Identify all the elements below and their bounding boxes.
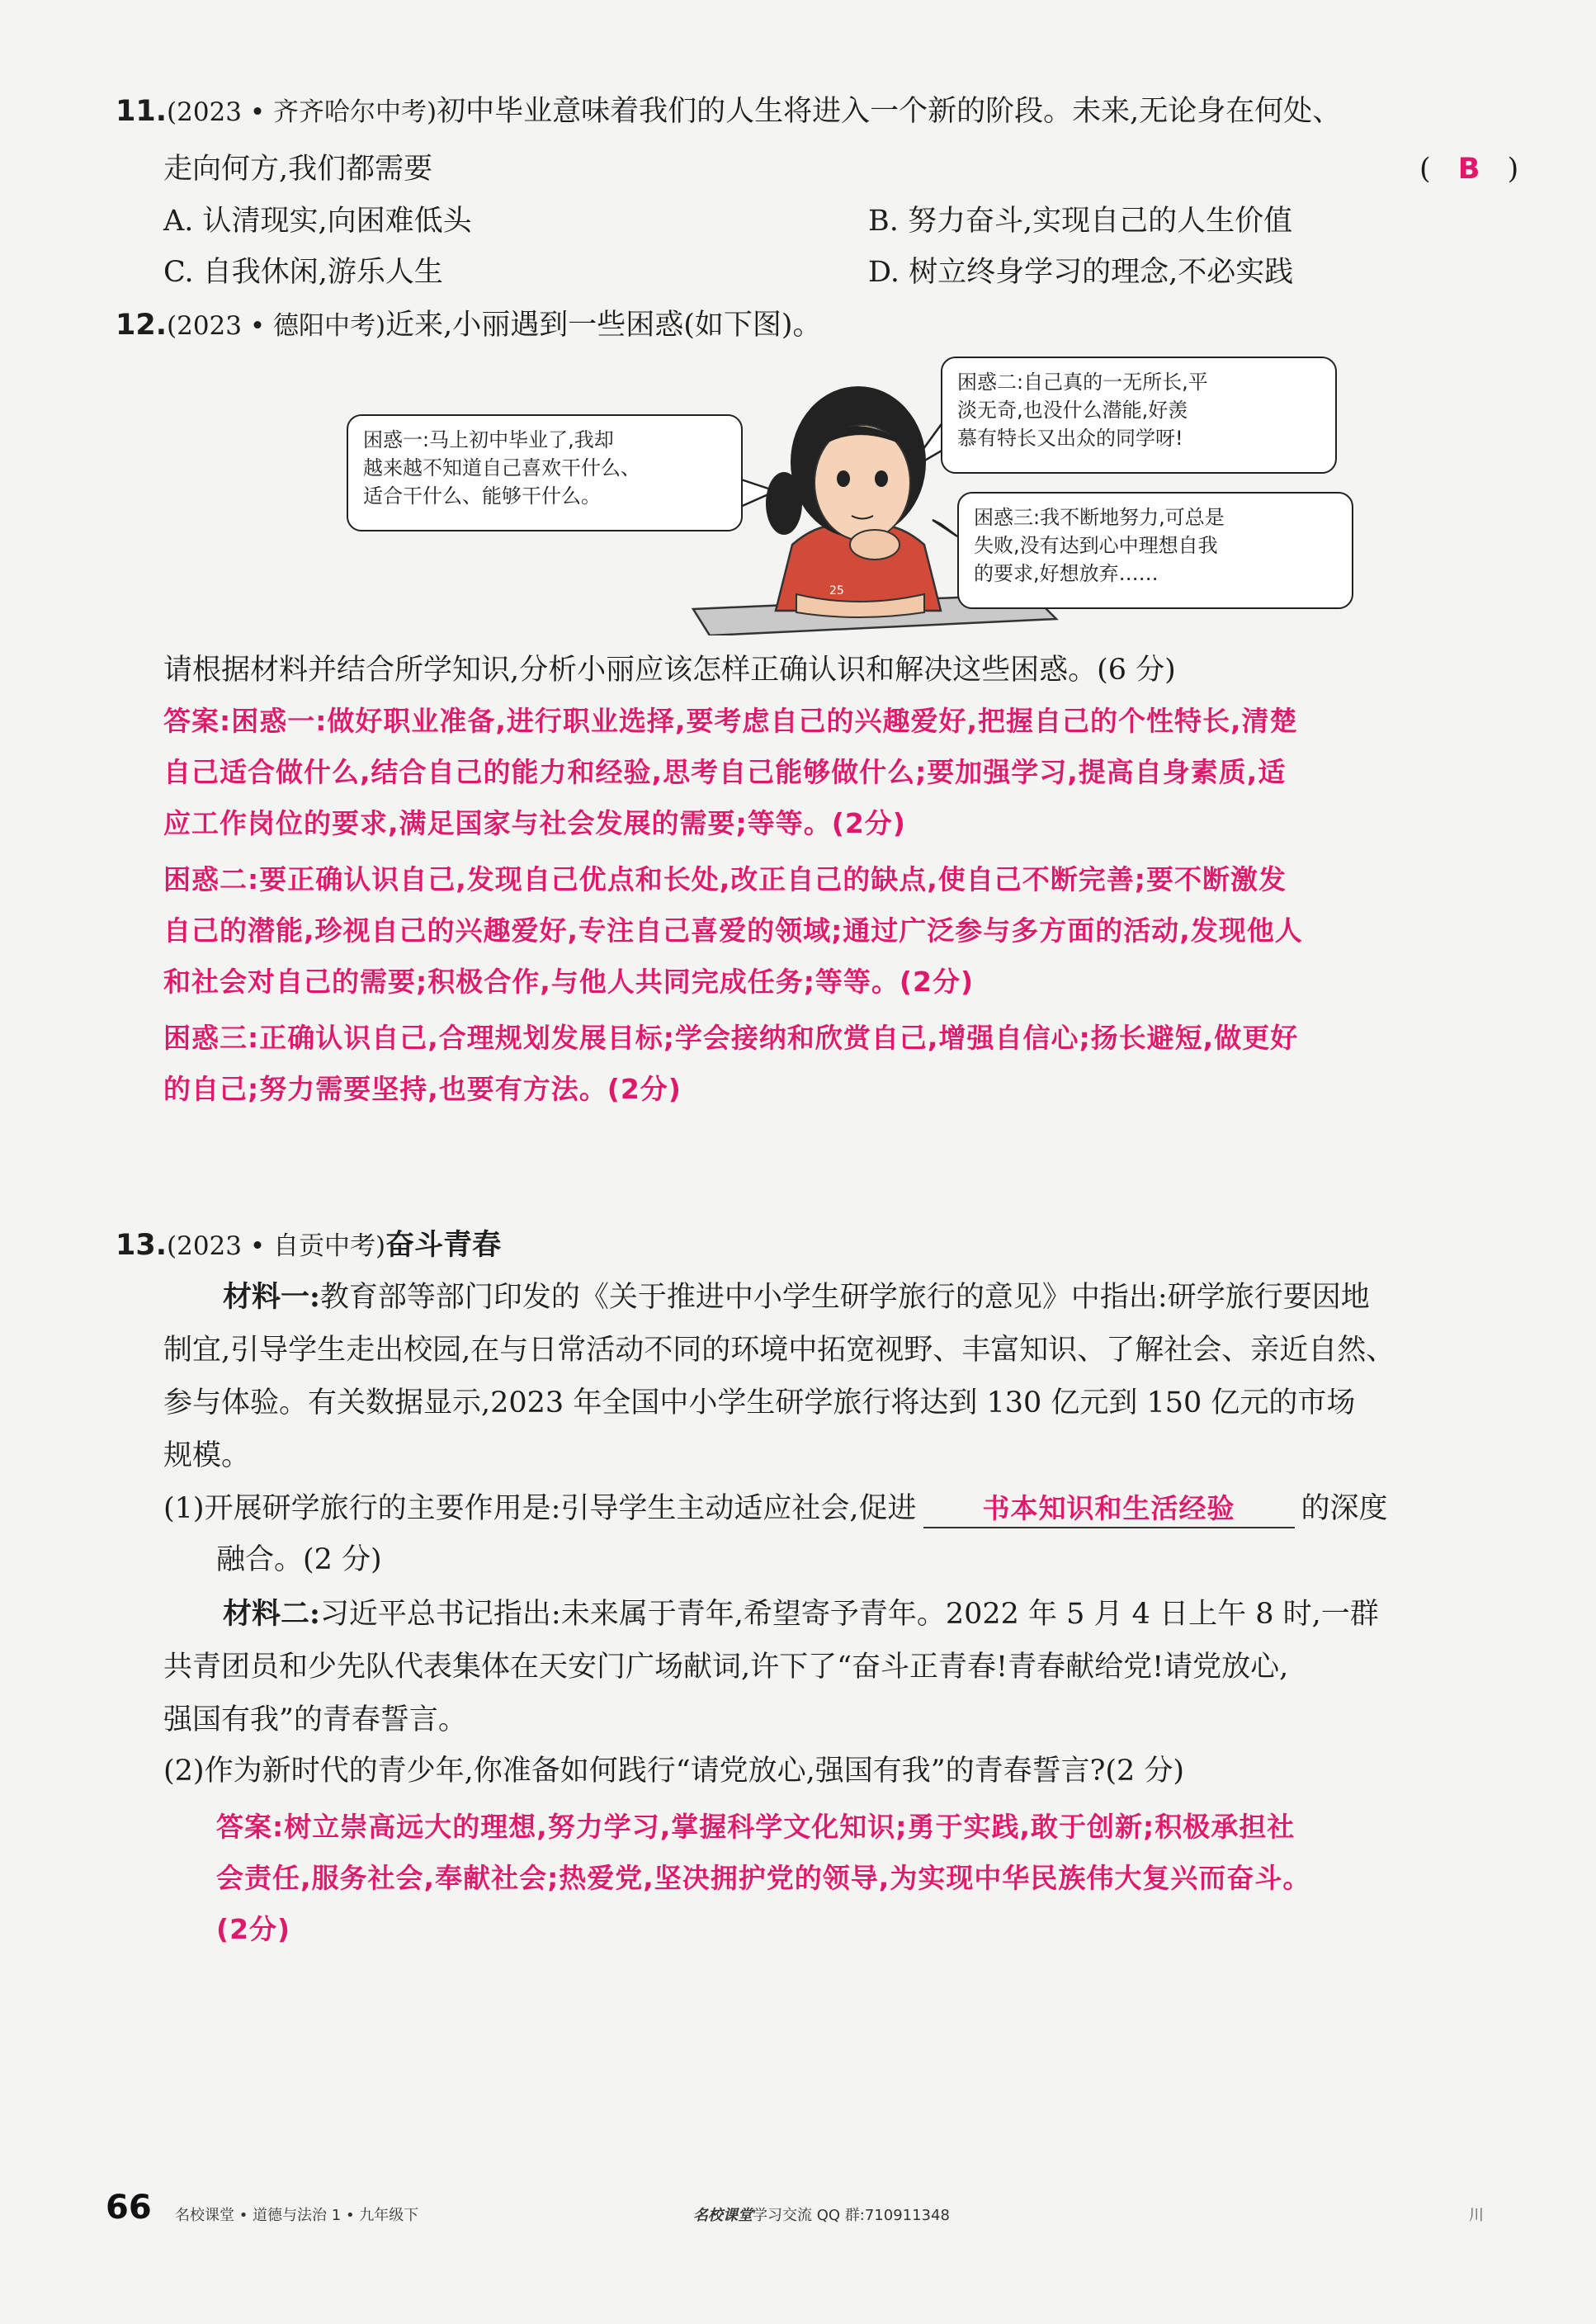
q13-m1-line3: 参与体验。有关数据显示,2023 年全国中小学生研学旅行将达到 130 亿元到 150 亿元的市场 — [163, 1386, 1356, 1419]
q13-m2-line2: 共青团员和少先队代表集体在天安门广场献词,许下了“奋斗正青春!青春献给党!请党放心, — [163, 1651, 1289, 1684]
q13-m2-line3: 强国有我”的青春誓言。 — [163, 1703, 467, 1736]
qq-text: 学习交流 QQ 群:710911348 — [753, 2207, 950, 2224]
bubble-confusion-2 — [941, 357, 1337, 474]
q13-answer-line1: 答案:树立崇高远大的理想,努力学习,掌握科学文化知识;勇于实践,敢于创新;积极承担社 — [216, 1811, 1296, 1843]
q13-m1-line2: 制宜,引导学生走出校园,在与日常活动不同的环境中拓宽视野、丰富知识、了解社会、亲近自然、 — [163, 1334, 1395, 1367]
bubble1-line2: 越来越不知道自己喜欢干什么、 — [363, 456, 640, 479]
q11-stem-line1: 初中毕业意味着我们的人生将进入一个新的阶段。未来,无论身在何处、 — [437, 95, 1342, 128]
right-eye — [875, 470, 888, 487]
q12-answer-line5: 自己的潜能,珍视自己的兴趣爱好,专注自己喜爱的领域;通过广泛参与多方面的活动,发现他人 — [163, 914, 1303, 947]
illustration — [330, 347, 1362, 635]
q13-sub1-line2: 融合。(2 分) — [216, 1543, 382, 1576]
q11-paren-open: ( — [1419, 153, 1431, 186]
q13-m1-text1: 教育部等部门印发的《关于推进中小学生研学旅行的意见》中指出:研学旅行要因地 — [319, 1281, 1370, 1314]
q13-sub1-answer: 书本知识和生活经验 — [982, 1492, 1235, 1524]
q11-stem-line2: 走向何方,我们都需要 — [163, 153, 433, 186]
q12-answer-line1: 答案:困惑一:做好职业准备,进行职业选择,要考虑自己的兴趣爱好,把握自己的个性特长,清楚 — [163, 705, 1298, 737]
q13-title: 奋斗青春 — [385, 1228, 502, 1262]
bubble2-line3: 慕有特长又出众的同学呀! — [957, 427, 1183, 450]
bubble2-line1: 困惑二:自己真的一无所长,平 — [957, 371, 1208, 394]
q13-m2-text1: 习近平总书记指出:未来属于青年,希望寄予青年。2022 年 5 月 4 日上午 8 时,一群 — [319, 1598, 1379, 1631]
q13-m1-label: 材料一: — [223, 1280, 320, 1314]
q11-paren-close: ) — [1507, 153, 1519, 186]
q11-answer-bracket — [1419, 151, 1518, 187]
q13-answer-line3: (2分) — [216, 1913, 291, 1945]
q13-sub1-line1 — [163, 1490, 1388, 1528]
qq-brand: 名校课堂 — [693, 2207, 753, 2224]
bubble-confusion-3 — [957, 492, 1353, 609]
q13-m1-line1 — [223, 1279, 1370, 1316]
bubble3-line3: 的要求,好想放弃…… — [974, 562, 1159, 585]
q13-m1-line4: 规模。 — [163, 1439, 251, 1472]
q12-stem: 近来,小丽遇到一些困惑(如下图)。 — [385, 309, 822, 342]
q13-source: (2023 • 自贡中考) — [167, 1231, 386, 1261]
q11-line1 — [116, 93, 1341, 130]
bubble-confusion-1 — [347, 414, 743, 531]
q11-number: 11. — [116, 95, 168, 128]
q13-answer-line2: 会责任,服务社会,奉献社会;热爱党,坚决拥护党的领导,为实现中华民族伟大复兴而奋斗。 — [216, 1862, 1311, 1894]
book-title: 名校课堂 • 道德与法治 1 • 九年级下 — [175, 2207, 419, 2224]
q11-source: (2023 • 齐齐哈尔中考) — [167, 97, 437, 127]
hand — [850, 530, 900, 560]
bubble3-tail — [933, 520, 957, 536]
q11-option-a: A. 认清现实,向困难低头 — [163, 205, 472, 238]
q11-option-b: B. 努力奋斗,实现自己的人生价值 — [868, 205, 1293, 238]
q12-answer-line7: 困惑三:正确认识自己,合理规划发展目标;学会接纳和欣赏自己,增强自信心;扬长避短,做更好 — [163, 1022, 1299, 1054]
face — [815, 425, 910, 541]
q12-answer-line8: 的自己;努力需要坚持,也要有方法。(2分) — [163, 1073, 682, 1105]
shirt-text: 25 — [829, 584, 844, 598]
ponytail-left — [766, 472, 802, 535]
left-eye — [837, 470, 850, 487]
q11-option-d: D. 树立终身学习的理念,不必实践 — [868, 256, 1294, 289]
page-number: 66 — [106, 2189, 152, 2227]
q13-number: 13. — [116, 1229, 168, 1262]
q13-sub1-blank — [923, 1490, 1295, 1528]
q12-question: 请根据材料并结合所学知识,分析小丽应该怎样正确认识和解决这些困惑。(6 分) — [163, 654, 1176, 687]
q13-m2-line1 — [223, 1596, 1379, 1632]
q12-answer-line4: 困惑二:要正确认识自己,发现自己优点和长处,改正自己的缺点,使自己不断完善;要不断激发 — [163, 863, 1287, 895]
q13-sub1-post: 的深度 — [1301, 1492, 1388, 1525]
q13-sub1-pre: (1)开展研学旅行的主要作用是:引导学生主动适应社会,促进 — [163, 1492, 917, 1525]
q12-answer-line2: 自己适合做什么,结合自己的能力和经验,思考自己能够做什么;要加强学习,提高自身素质,适 — [163, 756, 1287, 788]
bubble1-line1: 困惑一:马上初中毕业了,我却 — [363, 428, 614, 451]
q13-sub2: (2)作为新时代的青少年,你准备如何践行“请党放心,强国有我”的青春誓言?(2 分) — [163, 1755, 1185, 1788]
qq-group — [693, 2204, 950, 2225]
q12-number: 12. — [116, 309, 168, 342]
q13-m2-label: 材料二: — [223, 1597, 320, 1631]
q13-line1 — [116, 1227, 501, 1264]
q12-answer-line3: 应工作岗位的要求,满足国家与社会发展的需要;等等。(2分) — [163, 807, 906, 839]
corner-mark: 川 — [1469, 2207, 1484, 2224]
bubble3-line1: 困惑三:我不断地努力,可总是 — [974, 506, 1225, 529]
q11-option-c: C. 自我休闲,游乐人生 — [163, 256, 443, 289]
q12-answer-line6: 和社会对自己的需要;积极合作,与他人共同完成任务;等等。(2分) — [163, 966, 975, 998]
q12-line1 — [116, 307, 822, 344]
bubble1-line3: 适合干什么、能够干什么。 — [363, 484, 601, 508]
bubble2-line2: 淡无奇,也没什么潜能,好羡 — [957, 399, 1188, 422]
bubble3-line2: 失败,没有达到心中理想自我 — [974, 534, 1218, 557]
q12-source: (2023 • 德阳中考) — [167, 311, 386, 341]
q11-answer: B — [1457, 153, 1480, 186]
